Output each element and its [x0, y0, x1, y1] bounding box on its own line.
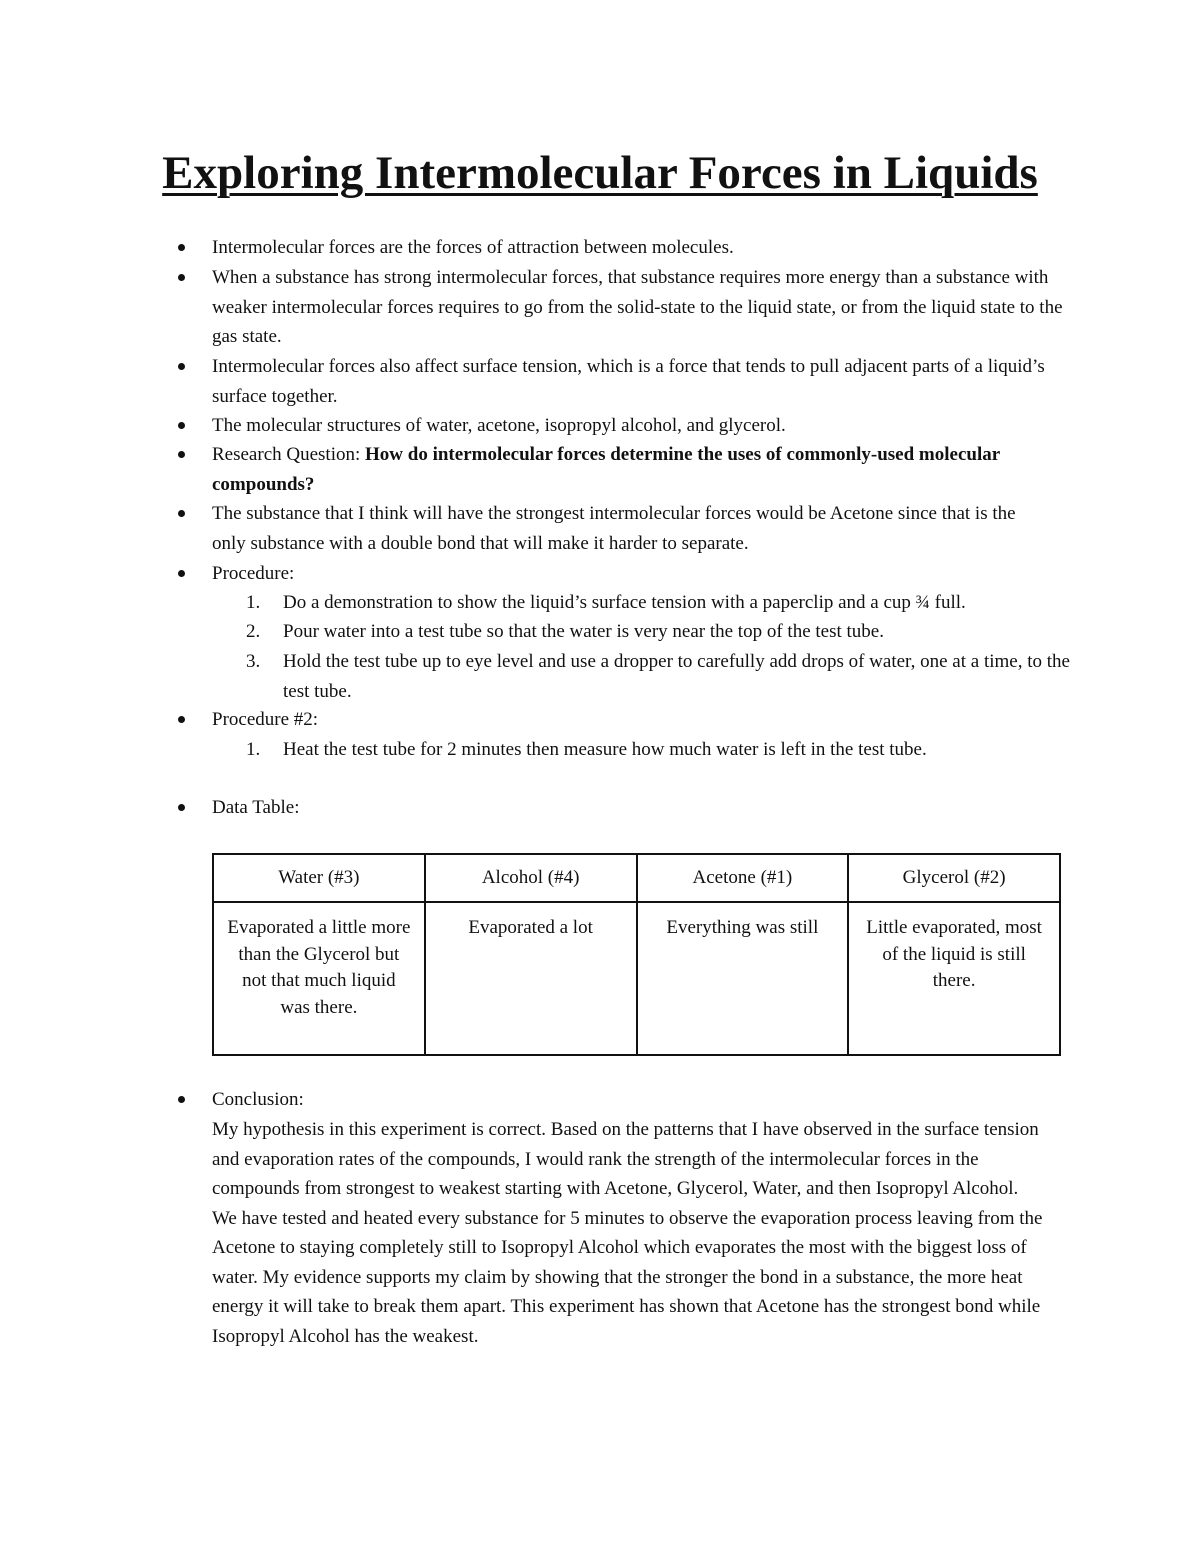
bullet-text-3: Intermolecular forces also affect surface tension, which is a force that tends to pull adjacent parts of a liquid’s surface together.	[212, 356, 1045, 407]
procedure-step-number: 3.	[246, 651, 261, 672]
procedure-2-label: Procedure #2:	[212, 709, 319, 730]
bullet-icon	[178, 804, 185, 811]
conclusion-label: Conclusion:	[212, 1089, 304, 1110]
research-question-text: How do intermolecular forces determine the uses of commonly-used molecular compounds?	[212, 444, 1000, 495]
table-header-cell: Glycerol (#2)	[848, 854, 1060, 902]
data-table	[212, 853, 1061, 1056]
table-header-cell: Acetone (#1)	[637, 854, 849, 902]
table-header-cell: Alcohol (#4)	[425, 854, 637, 902]
bullet-icon	[178, 274, 185, 281]
bullet-icon	[178, 451, 185, 458]
bullet-text-4: The molecular structures of water, acetone, isopropyl alcohol, and glycerol.	[212, 415, 786, 436]
bullet-icon	[178, 363, 185, 370]
procedure-step-number: 2.	[246, 621, 261, 642]
bullet-icon	[178, 716, 185, 723]
bullet-icon	[178, 570, 185, 577]
procedure-2-step-text: Heat the test tube for 2 minutes then measure how much water is left in the test tube.	[283, 739, 927, 760]
document-title: Exploring Intermolecular Forces in Liquids	[162, 147, 1038, 199]
table-cell: Evaporated a lot	[425, 902, 637, 1055]
bullet-icon	[178, 1096, 185, 1103]
research-question-label: Research Question:	[212, 444, 366, 465]
table-cell: Evaporated a little more than the Glycerol but not that much liquid was there.	[213, 902, 425, 1055]
hypothesis-text: The substance that I think will have the strongest intermolecular forces would be Acetone since that is the only substance with a double bond that will make it harder to separate.	[212, 503, 1016, 554]
procedure-step-text: Do a demonstration to show the liquid’s surface tension with a paperclip and a cup ¾ full.	[283, 592, 966, 613]
data-table-label: Data Table:	[212, 797, 300, 818]
table-row	[213, 902, 1060, 1055]
bullet-text-2: When a substance has strong intermolecular forces, that substance requires more energy than a substance with weaker intermolecular forces requires to go from the solid-state to the liquid state, or from the liquid state to the gas state.	[212, 267, 1063, 347]
table-cell: Everything was still	[637, 902, 849, 1055]
table-header-row	[213, 854, 1060, 902]
procedure-label: Procedure:	[212, 563, 295, 584]
procedure-step-text: Hold the test tube up to eye level and use a dropper to carefully add drops of water, one at a time, to the test tube.	[283, 651, 1070, 702]
conclusion-text: My hypothesis in this experiment is correct. Based on the patterns that I have observed in the surface tension and evaporation rates of the compounds, I would rank the strength of the intermolecular forces in the compounds from strongest to weakest starting with Acetone, Glycerol, Water, and then Isopropyl Alcohol. We have tested and heated every substance for 5 minutes to observe the evaporation process leaving from the Acetone to staying completely still to Isopropyl Alcohol which evaporates the most with the biggest loss of water. My evidence supports my claim by showing that the stronger the bond in a substance, the more heat energy it will take to break them apart. This experiment has shown that Acetone has the strongest bond while Isopropyl Alcohol has the weakest.	[212, 1119, 1043, 1347]
research-question	[212, 440, 1032, 499]
bullet-icon	[178, 422, 185, 429]
table-header-cell: Water (#3)	[213, 854, 425, 902]
table-cell: Little evaporated, most of the liquid is still there.	[848, 902, 1060, 1055]
procedure-step-number: 1.	[246, 592, 261, 613]
bullet-text-1: Intermolecular forces are the forces of attraction between molecules.	[212, 237, 734, 258]
bullet-icon	[178, 244, 185, 251]
procedure-step-text: Pour water into a test tube so that the water is very near the top of the test tube.	[283, 621, 884, 642]
procedure-2-step-number: 1.	[246, 739, 261, 760]
bullet-icon	[178, 510, 185, 517]
